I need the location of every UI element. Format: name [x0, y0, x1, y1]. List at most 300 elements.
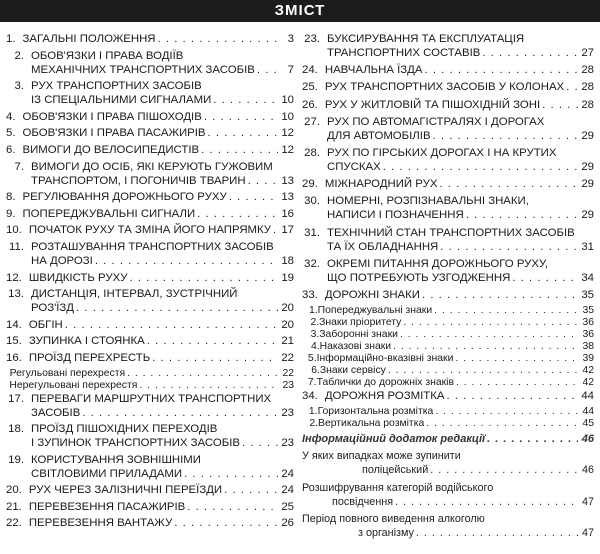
toc-entry-title: ДИСТАНЦІЯ, ІНТЕРВАЛ, ЗУСТРІЧНИЙ — [31, 288, 238, 301]
toc-entry-title: ШВИДКІСТЬ РУХУ — [28, 271, 128, 284]
toc-entry-title: НАПИСИ І ПОЗНАЧЕННЯ — [327, 209, 464, 222]
toc-subentry[interactable] — [302, 317, 594, 329]
toc-entry-title: ЗАГАЛЬНІ ПОЛОЖЕННЯ — [22, 33, 156, 45]
toc-entry-line — [6, 406, 294, 420]
toc-entry-line — [302, 257, 594, 271]
toc-entry-line — [302, 365, 594, 377]
toc-entry-title: РУХ ТРАНСПОРТНИХ ЗАСОБІВ — [31, 80, 202, 93]
toc-entry-title: КОРИСТУВАННЯ ЗОВНІШНІМИ — [31, 453, 201, 466]
toc-entry-line — [6, 32, 294, 46]
toc-page-number: 46 — [581, 433, 594, 446]
toc-page-number: 29 — [581, 129, 594, 142]
toc-entry-title: БУКСИРУВАННЯ ТА ЕКСПЛУАТАЦІЯ — [327, 33, 525, 45]
toc-subentry[interactable] — [302, 418, 594, 430]
toc-page-number: 35 — [581, 288, 594, 301]
toc-entry[interactable] — [302, 288, 594, 302]
toc-subentry-number: 1. — [308, 406, 318, 418]
toc-entry[interactable] — [6, 240, 294, 268]
toc-entry-line — [6, 467, 294, 481]
toc-entry[interactable] — [302, 32, 594, 60]
toc-entry-title: НОМЕРНІ, РОЗПІЗНАВАЛЬНІ ЗНАКИ, — [327, 195, 529, 208]
toc-entry-line — [6, 500, 294, 514]
toc-entry-number: 14. — [6, 318, 22, 331]
toc-entry-number: 16. — [6, 351, 22, 364]
toc-subentry[interactable] — [302, 341, 594, 353]
toc-entry-line — [302, 317, 594, 329]
toc-entry[interactable] — [6, 143, 294, 157]
toc-entry[interactable] — [6, 110, 294, 124]
toc-entry-line — [302, 129, 594, 143]
toc-entry-line — [6, 79, 294, 93]
dot-leader — [152, 351, 278, 365]
toc-entry-title: Інформаційний додаток редакції — [302, 433, 486, 446]
toc-entry-title: Горизонтальна розмітка — [317, 406, 434, 418]
toc-page-number: 17 — [281, 224, 294, 237]
toc-page-number: 13 — [281, 191, 294, 204]
toc-entry-title: ДОРОЖНІ ЗНАКИ — [324, 288, 420, 301]
toc-entry[interactable] — [6, 223, 294, 237]
dot-leader — [440, 240, 578, 254]
toc-page-number: 12 — [281, 127, 294, 140]
dot-leader — [542, 98, 578, 112]
toc-entry-line — [302, 177, 594, 191]
toc-entry-line — [302, 526, 594, 540]
toc-entry-title: Вертикальна розмітка — [318, 418, 425, 430]
toc-entry[interactable] — [6, 392, 294, 420]
toc-page-number: 25 — [281, 500, 294, 513]
toc-entry-title: ВИМОГИ ДО ОСІБ, ЯКІ КЕРУЮТЬ ГУЖОВИМ — [31, 160, 273, 173]
dot-leader — [224, 483, 278, 497]
toc-entry-line — [302, 463, 594, 477]
toc-entry-line — [6, 392, 294, 406]
toc-entry[interactable] — [302, 115, 594, 143]
toc-entry-title: РУХ У ЖИТЛОВІЙ ТА ПІШОХІДНІЙ ЗОНІ — [324, 98, 541, 111]
toc-page-number: 20 — [281, 318, 294, 331]
toc-entry-number: 29. — [302, 178, 318, 191]
toc-entry-line — [302, 80, 594, 94]
toc-entry[interactable] — [6, 190, 294, 204]
toc-entry[interactable] — [6, 49, 294, 77]
dot-leader — [393, 341, 578, 353]
toc-entry-number: 3. — [14, 80, 24, 93]
toc-entry-title: ТРАНСПОРТНИХ СОСТАВІВ — [327, 47, 481, 59]
toc-entry-number: 15. — [6, 335, 22, 348]
toc-entry[interactable] — [302, 226, 594, 254]
toc-page-number: 29 — [581, 160, 594, 173]
toc-entry[interactable] — [302, 63, 594, 77]
toc-page-number: 19 — [281, 271, 294, 284]
toc-entry-title: МІЖНАРОДНИЙ РУХ — [324, 178, 438, 191]
toc-entry-line — [6, 453, 294, 467]
toc-entry-line — [302, 449, 594, 463]
toc-subentry[interactable] — [302, 406, 594, 418]
toc-entry-line — [6, 63, 294, 77]
toc-entry-line — [6, 351, 294, 365]
toc-entry-title: Інформаційно-вказівні знаки — [316, 353, 454, 365]
toc-subentry-number: 3. — [310, 329, 320, 341]
dot-leader — [482, 46, 578, 60]
toc-page-number: 3 — [287, 33, 294, 45]
toc-page-number: 42 — [582, 365, 594, 377]
dot-leader — [416, 526, 578, 540]
toc-entry[interactable] — [302, 80, 594, 94]
dot-leader — [395, 495, 578, 509]
toc-page-number: 39 — [582, 353, 594, 365]
toc-entry-line — [6, 516, 294, 530]
toc-entry-number: 11. — [9, 240, 24, 253]
dot-leader — [187, 500, 278, 514]
toc-entry-title: Знаки сервісу — [319, 365, 386, 377]
toc-entry-number: 22. — [6, 517, 22, 530]
toc-page-number: 29 — [581, 209, 594, 222]
toc-entry-title: НАВЧАЛЬНА ЇЗДА — [324, 64, 423, 77]
toc-entry-line — [6, 223, 294, 237]
toc-entry-line — [302, 341, 594, 353]
toc-entry-title: ДЛЯ АВТОМОБІЛІВ — [327, 129, 431, 142]
toc-page-number: 28 — [581, 64, 594, 77]
toc-entry-title: ОБОВ'ЯЗКИ І ПРАВА ПІШОХОДІВ — [22, 110, 202, 123]
toc-entry-title: РУХ ТРАНСПОРТНИХ ЗАСОБІВ У КОЛОНАХ — [324, 81, 565, 94]
toc-entry-line — [302, 46, 594, 60]
toc-entry-number: 17. — [8, 392, 24, 405]
dot-leader — [456, 377, 578, 389]
toc-entry-line — [6, 143, 294, 157]
appendix-entry[interactable] — [302, 512, 594, 540]
toc-entry-title: МЕХАНІЧНИХ ТРАНСПОРТНИХ ЗАСОБІВ — [31, 63, 255, 76]
toc-entry-title: СПУСКАХ — [327, 160, 381, 173]
toc-entry-title: Таблички до дорожніх знаків — [316, 377, 454, 389]
toc-entry-line — [302, 63, 594, 77]
dot-leader — [158, 32, 278, 46]
dot-leader — [184, 467, 278, 481]
toc-page-number: 23 — [282, 379, 294, 391]
toc-right-column — [302, 32, 594, 543]
toc-subentry-number: 2. — [309, 418, 319, 430]
toc-entry[interactable] — [302, 98, 594, 112]
toc-entry-title: ТЕХНІЧНИЙ СТАН ТРАНСПОРТНИХ ЗАСОБІВ — [327, 226, 575, 239]
toc-entry-number: 9. — [6, 207, 16, 220]
toc-page-number: 20 — [281, 302, 294, 315]
toc-entry[interactable] — [302, 389, 594, 403]
dot-leader — [65, 318, 278, 332]
toc-page-number: 24 — [281, 484, 294, 497]
toc-entry-number: 24. — [302, 64, 318, 77]
toc-entry-number: 18. — [8, 423, 24, 436]
dot-leader — [208, 126, 278, 140]
toc-entry-title: Наказові знаки — [319, 341, 392, 353]
toc-page-number: 21 — [281, 335, 294, 348]
toc-entry-number: 30. — [304, 195, 320, 208]
toc-subentry[interactable] — [6, 368, 294, 380]
toc-page-number: 28 — [581, 98, 594, 111]
toc-subentry[interactable] — [302, 365, 594, 377]
toc-entry-line — [6, 334, 294, 348]
toc-page-number: 23 — [281, 437, 294, 450]
dot-leader — [273, 223, 278, 237]
dot-leader — [229, 190, 278, 204]
toc-entry-number: 20. — [6, 484, 22, 497]
toc-entry-line — [6, 174, 294, 188]
dot-leader — [174, 516, 278, 530]
toc-page-number: 35 — [582, 305, 594, 317]
toc-entry-number: 13. — [8, 288, 24, 301]
toc-entry-title: ПОПЕРЕДЖУВАЛЬНІ СИГНАЛИ — [22, 207, 196, 220]
toc-entry-line — [302, 146, 594, 160]
toc-entry-line — [6, 93, 294, 107]
toc-entry-title: РОЗТАШУВАННЯ ТРАНСПОРТНИХ ЗАСОБІВ — [31, 240, 274, 253]
toc-entry-title: Заборонні знаки — [319, 329, 398, 341]
toc-entry[interactable] — [6, 422, 294, 450]
dot-leader — [383, 160, 578, 174]
dot-leader — [95, 254, 278, 268]
toc-entry-title: СВІТЛОВИМИ ПРИЛАДАМИ — [31, 467, 183, 480]
toc-page-number: 44 — [581, 390, 594, 403]
toc-page-number: 10 — [281, 94, 294, 107]
toc-page-number: 26 — [281, 517, 294, 530]
appendix-entry[interactable] — [302, 449, 594, 477]
toc-page-number: 46 — [581, 464, 594, 477]
toc-entry-number: 7. — [14, 160, 24, 173]
dot-leader — [76, 301, 278, 315]
toc-subentry[interactable] — [302, 377, 594, 389]
toc-entry-line — [302, 377, 594, 389]
toc-entry-line — [6, 301, 294, 315]
toc-entry[interactable] — [6, 516, 294, 530]
dot-leader — [129, 271, 278, 285]
toc-entry-title: ПОЧАТОК РУХУ ТА ЗМІНА ЙОГО НАПРЯМКУ — [28, 224, 272, 237]
toc-entry[interactable] — [6, 271, 294, 285]
toc-page-number: 28 — [581, 81, 594, 94]
toc-entry-number: 19. — [8, 453, 24, 466]
toc-entry-title: Знаки пріоритету — [319, 317, 402, 329]
toc-entry-number: 26. — [302, 98, 318, 111]
toc-page-number: 27 — [581, 47, 594, 59]
toc-entry-title: ЗАСОБІВ — [31, 406, 81, 419]
toc-subentry[interactable] — [302, 305, 594, 317]
toc-entry-line — [302, 389, 594, 403]
toc-entry-title: РЕГУЛЮВАННЯ ДОРОЖНЬОГО РУХУ — [22, 191, 227, 204]
toc-page-number: 16 — [281, 207, 294, 220]
toc-entry-number: 28. — [304, 146, 320, 159]
toc-entry-line — [302, 288, 594, 302]
toc-page-number: 7 — [287, 63, 294, 76]
toc-entry-line — [6, 318, 294, 332]
toc-subentry-number: 5. — [307, 353, 317, 365]
toc-page-number: 10 — [281, 110, 294, 123]
dot-leader — [242, 436, 278, 450]
toc-entry-line — [302, 208, 594, 222]
toc-entry-title: ПРОЇЗД ПІШОХІДНИХ ПЕРЕХОДІВ — [31, 423, 218, 436]
toc-page-number: 38 — [582, 341, 594, 353]
toc-entry-title: РУХ ЧЕРЕЗ ЗАЛІЗНИЧНІ ПЕРЕЇЗДИ — [28, 484, 223, 497]
toc-entry-title: РУХ ПО ГІРСЬКИХ ДОРОГАХ І НА КРУТИХ — [327, 146, 557, 159]
toc-entry-title: ПЕРЕВЕЗЕННЯ ВАНТАЖУ — [28, 517, 173, 530]
toc-entry-number: 8. — [6, 191, 16, 204]
toc-entry-line — [6, 380, 294, 392]
toc-entry-number: 33. — [302, 288, 318, 301]
toc-entry-number: 10. — [6, 224, 22, 237]
toc-entry[interactable] — [6, 79, 294, 107]
toc-entry-line — [302, 115, 594, 129]
toc-entry[interactable] — [6, 351, 294, 365]
toc-entry[interactable] — [6, 318, 294, 332]
toc-entry-line — [302, 98, 594, 112]
toc-entry-line — [302, 481, 594, 495]
dot-leader — [147, 334, 278, 348]
toc-subentry[interactable] — [6, 380, 294, 392]
toc-entry-number: 25. — [302, 81, 318, 94]
toc-entry-line — [6, 110, 294, 124]
toc-entry-title: ПЕРЕВЕЗЕННЯ ПАСАЖИРІВ — [28, 500, 186, 513]
dot-leader — [430, 463, 578, 477]
toc-entry-line — [302, 329, 594, 341]
toc-subentry-number: 6. — [311, 365, 320, 377]
toc-entry[interactable] — [302, 146, 594, 174]
toc-entry-title: Розшифрування категорій водійського — [302, 481, 494, 494]
toc-entry-title: ІЗ СПЕЦІАЛЬНИМИ СИГНАЛАМИ — [31, 94, 212, 107]
dot-leader — [455, 353, 578, 365]
toc-entry-number: 2. — [14, 49, 24, 62]
dot-leader — [566, 80, 578, 94]
toc-page-number: 31 — [581, 240, 594, 253]
toc-entry[interactable] — [6, 160, 294, 188]
toc-entry-title: ОКРЕМІ ПИТАННЯ ДОРОЖНЬОГО РУХУ, — [327, 257, 548, 270]
dot-leader — [439, 177, 578, 191]
toc-entry[interactable] — [6, 207, 294, 221]
toc-subentry[interactable] — [302, 353, 594, 365]
toc-page-number: 22 — [282, 367, 294, 379]
toc-subentry-number: 7. — [307, 377, 317, 389]
dot-leader — [403, 317, 578, 329]
toc-entry-line — [6, 483, 294, 497]
toc-entry-title: Регульовані перехрестя — [9, 367, 126, 379]
dot-leader — [512, 271, 578, 285]
toc-entry-title: ОБОВ'ЯЗКИ І ПРАВА ПАСАЖИРІВ — [22, 127, 206, 140]
toc-page-number: 36 — [582, 329, 594, 341]
dot-leader — [197, 207, 278, 221]
toc-entry-title: ПРОЇЗД ПЕРЕХРЕСТЬ — [28, 351, 151, 364]
toc-entry-line — [302, 32, 594, 46]
toc-entry-line — [302, 432, 594, 446]
toc-entry-title: ТРАНСПОРТОМ, І ПОГОНИЧІВ ТВАРИН — [31, 174, 246, 187]
toc-entry-title: ВИМОГИ ДО ВЕЛОСИПЕДИСТІВ — [22, 143, 200, 156]
toc-entry[interactable] — [6, 126, 294, 140]
toc-entry-line — [302, 240, 594, 254]
toc-entry-number: 23. — [304, 33, 320, 45]
toc-subentry[interactable] — [302, 329, 594, 341]
dot-leader — [388, 365, 578, 377]
toc-page-number: 42 — [582, 377, 594, 389]
toc-page-number: 22 — [281, 351, 294, 364]
toc-page-number: 29 — [581, 178, 594, 191]
toc-entry-title: посвідчення — [332, 495, 394, 508]
toc-entry-title: поліцейський — [362, 464, 429, 477]
toc-page-number: 45 — [582, 418, 594, 430]
toc-entry-line — [6, 436, 294, 450]
toc-page-number: 47 — [581, 495, 594, 508]
toc-entry-number: 32. — [304, 257, 320, 270]
toc-entry-title: ПЕРЕВАГИ МАРШРУТНИХ ТРАНСПОРТНИХ — [31, 392, 272, 405]
toc-page-number: 47 — [581, 526, 594, 539]
toc-entry-line — [302, 160, 594, 174]
toc-entry-line — [6, 160, 294, 174]
toc-entry-number: 6. — [6, 143, 16, 156]
appendix-entry[interactable] — [302, 481, 594, 509]
toc-entry-line — [302, 271, 594, 285]
toc-page-number: 12 — [281, 143, 294, 156]
toc-entry[interactable] — [6, 483, 294, 497]
toc-entry-line — [6, 126, 294, 140]
toc-entry-line — [302, 512, 594, 526]
toc-entry-line — [302, 495, 594, 509]
toc-page-number: 13 — [281, 174, 294, 187]
toc-entry-number: 12. — [6, 271, 22, 284]
toc-entry-title: РОЗ'ЇЗД — [31, 302, 75, 315]
toc-entry-line — [6, 190, 294, 204]
toc-entry-number: 4. — [6, 110, 16, 123]
dot-leader — [139, 380, 278, 392]
toc-entry-number: 5. — [6, 127, 16, 140]
toc-entry-line — [6, 240, 294, 254]
toc-entry-number: 21. — [6, 500, 22, 513]
toc-entry-title: Період повного виведення алкоголю — [302, 512, 485, 525]
toc-entry-title: ОБОВ'ЯЗКИ І ПРАВА ВОДІЇВ — [31, 49, 184, 62]
dot-leader — [204, 110, 278, 124]
dot-leader — [425, 63, 579, 77]
toc-entry-title: У яких випадках може зупинити — [302, 450, 461, 463]
toc-entry[interactable] — [6, 32, 294, 46]
toc-entry-line — [302, 418, 594, 430]
toc-entry-line — [6, 368, 294, 380]
toc-entry[interactable] — [302, 257, 594, 285]
dot-leader — [446, 389, 578, 403]
dot-leader — [433, 129, 578, 143]
toc-page-number: 34 — [581, 271, 594, 284]
toc-entry[interactable] — [6, 453, 294, 481]
toc-subentry-number: 4. — [310, 341, 320, 353]
dot-leader — [487, 432, 578, 446]
dot-leader — [82, 406, 278, 420]
toc-subentry-number: 2. — [310, 317, 320, 329]
toc-page-number: 23 — [281, 406, 294, 419]
toc-page-number: 24 — [281, 467, 294, 480]
toc-entry-title: ЩО ПОТРЕБУЮТЬ УЗГОДЖЕННЯ — [327, 271, 511, 284]
toc-entry-title: ДОРОЖНЯ РОЗМІТКА — [324, 390, 445, 403]
toc-entry[interactable] — [302, 194, 594, 222]
dot-leader — [248, 174, 278, 188]
dot-leader — [257, 63, 278, 77]
toc-entry[interactable] — [302, 177, 594, 191]
toc-entry-title: І ЗУПИНОК ТРАНСПОРТНИХ ЗАСОБІВ — [31, 437, 240, 450]
toc-entry-title: ТА ЇХ ОБЛАДНАННЯ — [327, 240, 439, 253]
appendix-heading[interactable] — [302, 432, 594, 446]
toc-left-column — [6, 32, 294, 533]
toc-subentry-number: 1. — [308, 305, 318, 317]
toc-entry[interactable] — [6, 334, 294, 348]
toc-entry-line — [6, 254, 294, 268]
dot-leader — [213, 93, 278, 107]
dot-leader — [422, 288, 578, 302]
toc-page-number: 18 — [281, 254, 294, 267]
toc-entry-title: з організму — [358, 526, 414, 539]
dot-leader — [426, 418, 578, 430]
toc-entry-title: РУХ ПО АВТОМАГІСТРАЛЯХ І ДОРОГАХ — [327, 115, 545, 128]
toc-entry-line — [302, 353, 594, 365]
dot-leader — [400, 329, 578, 341]
toc-entry[interactable] — [6, 500, 294, 514]
toc-entry[interactable] — [6, 287, 294, 315]
dot-leader — [434, 305, 578, 317]
